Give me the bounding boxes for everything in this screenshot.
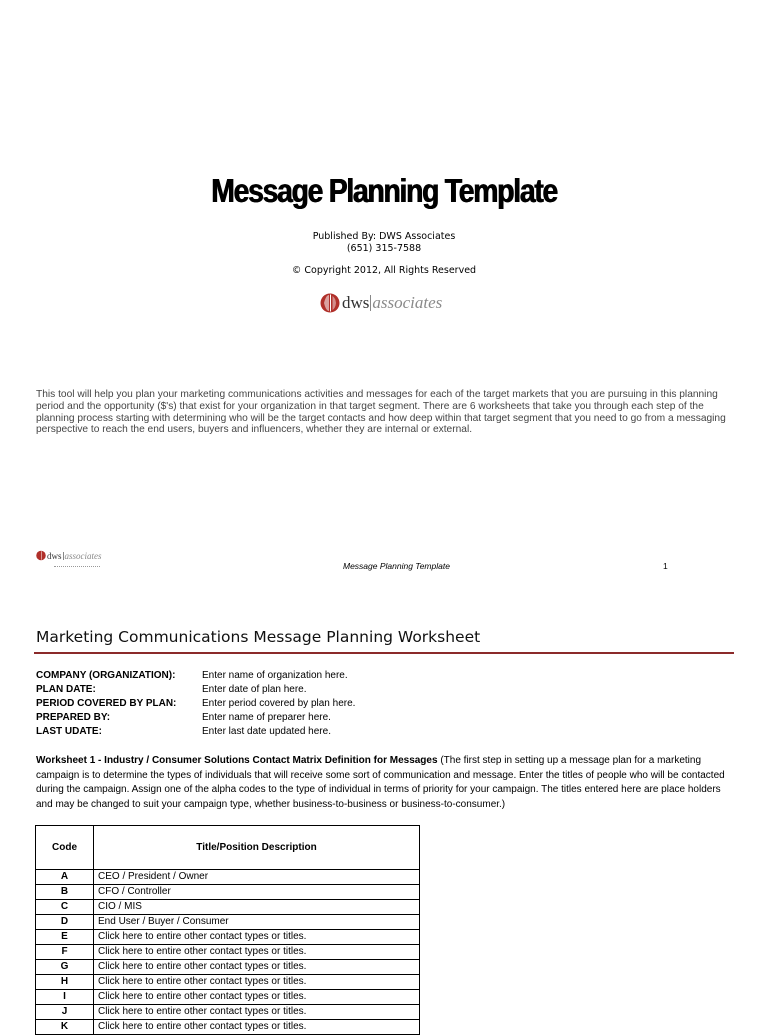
logo-mark-icon bbox=[320, 292, 340, 314]
field-label-last-update: LAST UDATE: bbox=[36, 726, 102, 737]
title-description-cell[interactable]: CEO / President / Owner bbox=[94, 870, 420, 885]
worksheet1-heading: Worksheet 1 - Industry / Consumer Solutions Contact Matrix Definition for Messages bbox=[36, 755, 438, 766]
code-cell: G bbox=[36, 960, 94, 975]
worksheet1-instructions: (The first step in setting up a message plan for a marketing campaign is to determine the types of individuals that will receive some sort of communication and message. Enter the titles of people who will be contacted during the campaign. Assign one of the alpha codes to the type of individual in terms of priority for your campaign. The titles entered here are place holders and may be changed to suit your campaign type, whether business-to-business or business-to-consumer.) bbox=[36, 755, 725, 810]
code-cell: A bbox=[36, 870, 94, 885]
title-description-cell[interactable]: CFO / Controller bbox=[94, 885, 420, 900]
field-label-company: COMPANY (ORGANIZATION): bbox=[36, 670, 176, 681]
footer-logo-mark-icon bbox=[36, 550, 46, 561]
title-description-cell[interactable]: Click here to entire other contact types or titles. bbox=[94, 975, 420, 990]
table-header-row bbox=[36, 826, 420, 870]
title-description-cell[interactable]: Click here to entire other contact types or titles. bbox=[94, 1005, 420, 1020]
worksheet1-description bbox=[36, 754, 736, 812]
table-row bbox=[36, 915, 420, 930]
footer-logo-dws-text: dws bbox=[47, 550, 62, 561]
title-description-cell[interactable]: CIO / MIS bbox=[94, 900, 420, 915]
code-cell: H bbox=[36, 975, 94, 990]
title-description-cell[interactable]: Click here to entire other contact types or titles. bbox=[94, 960, 420, 975]
intro-paragraph: This tool will help you plan your marketing communications activities and messages for each of the target markets that you are pursuing in this planning period and the opportunity ($'s) that exist for your organization in that target segment. There are 6 worksheets that take you through each step of the planning process starting with determining who will be the target contacts and how deep within that target segment that you need to go from a messaging perspective to reach the end users, buyers and influencers, whether they are internal or external. bbox=[36, 389, 726, 436]
field-label-prepared-by: PREPARED BY: bbox=[36, 712, 111, 723]
table-row bbox=[36, 930, 420, 945]
copyright-notice: © Copyright 2012, All Rights Reserved bbox=[291, 265, 477, 276]
table-row bbox=[36, 960, 420, 975]
published-by: Published By: DWS Associates bbox=[312, 231, 456, 242]
title-description-cell[interactable]: End User / Buyer / Consumer bbox=[94, 915, 420, 930]
logo-associates-text: associates bbox=[372, 293, 443, 312]
field-value-prepared-by[interactable]: Enter name of preparer here. bbox=[202, 712, 331, 723]
table-row bbox=[36, 975, 420, 990]
title-description-cell[interactable]: Click here to entire other contact types or titles. bbox=[94, 945, 420, 960]
field-value-plan-date[interactable]: Enter date of plan here. bbox=[202, 684, 307, 695]
footer-logo bbox=[36, 550, 102, 561]
code-cell: J bbox=[36, 1005, 94, 1020]
table-row bbox=[36, 1020, 420, 1035]
table-row bbox=[36, 1005, 420, 1020]
table-row bbox=[36, 885, 420, 900]
title-divider bbox=[34, 652, 734, 654]
header-title-description: Title/Position Description bbox=[94, 826, 420, 870]
footer-page-number: 1 bbox=[663, 561, 668, 571]
table-row bbox=[36, 990, 420, 1005]
document-title: Message Planning Template bbox=[211, 172, 557, 209]
footer-logo-associates-text: associates bbox=[64, 550, 102, 561]
title-description-cell[interactable]: Click here to entire other contact types or titles. bbox=[94, 990, 420, 1005]
table-row bbox=[36, 870, 420, 885]
dws-logo bbox=[320, 292, 442, 314]
worksheet-title: Marketing Communications Message Planning Worksheet bbox=[36, 628, 481, 646]
header-code: Code bbox=[36, 826, 94, 870]
code-cell: E bbox=[36, 930, 94, 945]
title-description-cell[interactable]: Click here to entire other contact types or titles. bbox=[94, 930, 420, 945]
code-cell: D bbox=[36, 915, 94, 930]
field-label-period: PERIOD COVERED BY PLAN: bbox=[36, 698, 177, 709]
field-value-period[interactable]: Enter period covered by plan here. bbox=[202, 698, 356, 709]
code-cell: C bbox=[36, 900, 94, 915]
footer-doc-title: Message Planning Template bbox=[343, 561, 450, 571]
field-label-plan-date: PLAN DATE: bbox=[36, 684, 96, 695]
code-cell: F bbox=[36, 945, 94, 960]
table-row bbox=[36, 945, 420, 960]
code-cell: K bbox=[36, 1020, 94, 1035]
code-cell: I bbox=[36, 990, 94, 1005]
table-row bbox=[36, 900, 420, 915]
contact-code-table bbox=[35, 825, 420, 1035]
phone-number: (651) 315-7588 bbox=[346, 243, 422, 254]
logo-dws-text: dws bbox=[342, 293, 370, 312]
title-description-cell[interactable]: Click here to entire other contact types or titles. bbox=[94, 1020, 420, 1035]
field-value-last-update[interactable]: Enter last date updated here. bbox=[202, 726, 331, 737]
footer-tagline-line bbox=[54, 566, 100, 569]
code-cell: B bbox=[36, 885, 94, 900]
field-value-company[interactable]: Enter name of organization here. bbox=[202, 670, 348, 681]
